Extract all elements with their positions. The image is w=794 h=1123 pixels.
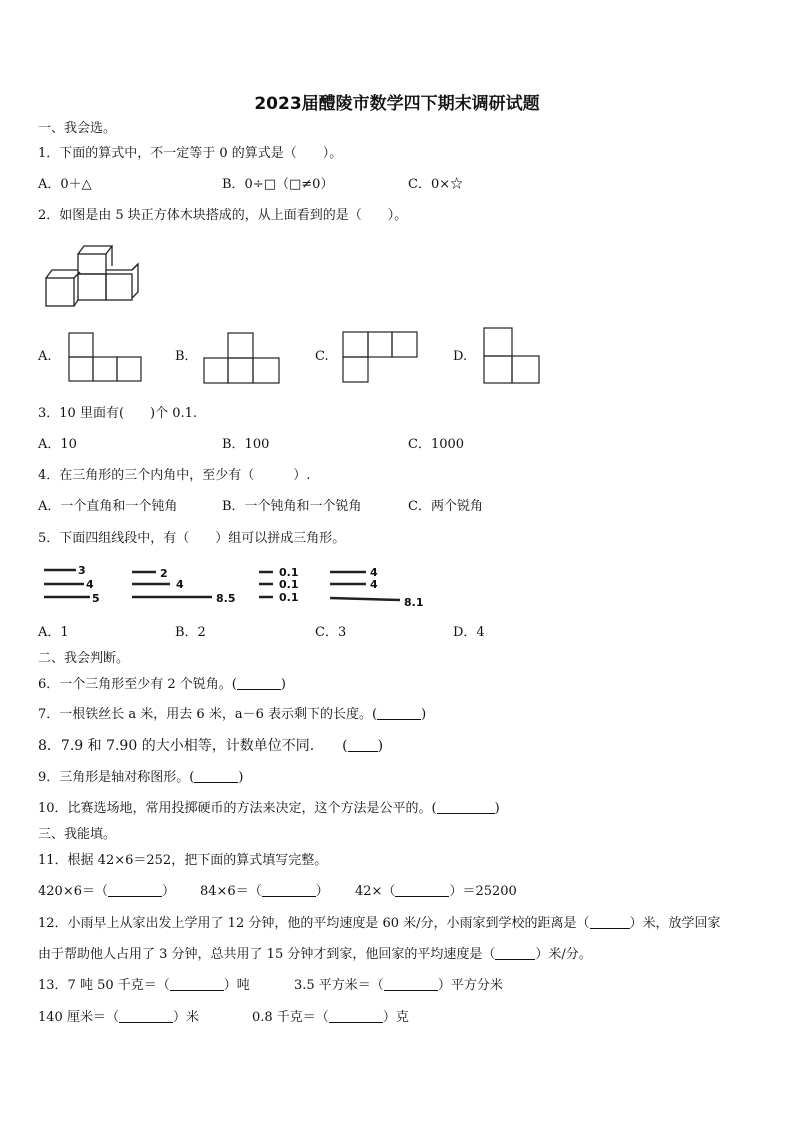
question-6 xyxy=(38,677,286,693)
segment-group-2 xyxy=(130,562,250,608)
close-paren: ) xyxy=(421,707,427,722)
question-8-text: 8．7.9 和 7.90 的大小相等，计数单位不同. ( xyxy=(38,738,348,754)
part-c-text: 42×（ xyxy=(355,884,396,899)
question-2-option-b: B． xyxy=(175,349,198,364)
question-2-option-c: C. xyxy=(315,349,329,364)
answer-blank[interactable] xyxy=(108,884,162,897)
question-9 xyxy=(38,770,243,786)
answer-blank[interactable] xyxy=(119,1010,173,1023)
part-b-text: 84×6＝（ xyxy=(200,884,262,899)
close-paren: ） xyxy=(161,884,175,899)
question-13-part-d xyxy=(252,1010,409,1026)
part-c-text: 140 厘米＝（ xyxy=(38,1010,119,1025)
segment-group-1 xyxy=(40,562,110,608)
segment-label: 4 xyxy=(176,578,184,591)
question-1-stem: 1．下面的算式中，不一定等于 0 的算式是（ ）。 xyxy=(38,146,343,161)
question-9-text: 9．三角形是轴对称图形。( xyxy=(38,770,195,785)
part-a-text: 420×6＝（ xyxy=(38,884,108,899)
segment-label: 0.1 xyxy=(279,591,299,604)
question-10 xyxy=(38,801,500,817)
question-12-text-cont: ）米/分。 xyxy=(535,947,592,962)
close-paren: ) xyxy=(280,677,286,692)
part-b-text: 3.5 平方米＝（ xyxy=(294,978,384,993)
segment-label: 5 xyxy=(92,592,100,605)
segment-label: 4 xyxy=(370,578,378,591)
question-12-text: 由于帮助他人占用了 3 分钟，总共用了 15 分钟才到家，他回家的平均速度是（ xyxy=(38,947,496,962)
segment-label: 4 xyxy=(86,578,94,591)
question-3-option-a: A．10 xyxy=(38,437,77,452)
segment-label: 0.1 xyxy=(279,578,299,591)
answer-blank[interactable] xyxy=(377,707,421,720)
question-5-stem: 5．下面四组线段中，有（ ）组可以拼成三角形。 xyxy=(38,531,346,546)
question-11-part-b xyxy=(200,884,329,900)
question-4-option-c: C．两个锐角 xyxy=(408,499,483,514)
question-5-option-c: C．3 xyxy=(315,625,347,640)
question-2-option-d: D. xyxy=(453,349,468,364)
question-11-part-c xyxy=(355,884,517,900)
answer-blank[interactable] xyxy=(395,884,449,897)
answer-blank[interactable] xyxy=(348,739,378,752)
segment-label: 3 xyxy=(78,564,86,577)
part-a-end: ）吨 xyxy=(223,978,250,993)
question-5-option-d: D．4 xyxy=(453,625,485,640)
question-3-option-b: B．100 xyxy=(222,437,270,452)
question-4-option-b: B．一个钝角和一个锐角 xyxy=(222,499,362,514)
option-d-grid xyxy=(483,327,541,385)
answer-blank[interactable] xyxy=(437,801,495,814)
answer-blank[interactable] xyxy=(170,978,224,991)
segment-group-4 xyxy=(328,562,428,612)
question-2-stem: 2．如图是由 5 块正方体木块搭成的，从上面看到的是（ ）。 xyxy=(38,208,408,223)
part-c-end: ）＝25200 xyxy=(449,884,517,899)
question-5-option-a: A．1 xyxy=(38,625,69,640)
option-a-grid xyxy=(68,332,142,382)
cube-stack-figure xyxy=(40,240,140,310)
segment-label: 2 xyxy=(160,567,168,580)
question-2-option-a: A. xyxy=(38,349,52,364)
question-5-option-b: B．2 xyxy=(175,625,206,640)
question-4-stem: 4．在三角形的三个内角中，至少有（ ）. xyxy=(38,468,311,483)
section-heading-choose: 一、我会选。 xyxy=(38,121,117,136)
question-3-option-c: C．1000 xyxy=(408,437,465,452)
answer-blank[interactable] xyxy=(237,677,281,690)
question-1-option-a: A．0＋△ xyxy=(38,177,92,192)
question-7-text: 7．一根铁丝长 a 米，用去 6 米，a－6 表示剩下的长度。( xyxy=(38,707,378,722)
option-c-grid xyxy=(342,331,420,383)
question-3-stem: 3．10 里面有( )个 0.1. xyxy=(38,406,198,421)
answer-blank[interactable] xyxy=(384,978,438,991)
segment-label: 4 xyxy=(370,566,378,579)
answer-blank[interactable] xyxy=(262,884,316,897)
section-heading-judge: 二、我会判断。 xyxy=(38,651,130,666)
page-title: 2023届醴陵市数学四下期末调研试题 xyxy=(254,94,540,114)
part-d-text: 0.8 千克＝（ xyxy=(252,1010,329,1025)
part-d-end: ）克 xyxy=(382,1010,409,1025)
answer-blank[interactable] xyxy=(194,770,238,783)
close-paren: ) xyxy=(238,770,244,785)
question-6-text: 6．一个三角形至少有 2 个锐角。( xyxy=(38,677,237,692)
question-7 xyxy=(38,707,426,723)
part-c-end: ）米 xyxy=(172,1010,199,1025)
question-11-stem: 11．根据 42×6＝252，把下面的算式填写完整。 xyxy=(38,853,328,868)
question-12-text-cont: ）米，放学回家 xyxy=(629,916,721,931)
question-13-part-a xyxy=(38,978,250,994)
segment-label: 0.1 xyxy=(279,566,299,579)
question-13-part-b xyxy=(294,978,503,994)
close-paren: ) xyxy=(494,801,500,816)
segment-group-3 xyxy=(255,562,315,608)
question-12-text: 12．小雨早上从家出发上学用了 12 分钟，他的平均速度是 60 米/分，小雨家到学校的距离是（ xyxy=(38,916,590,931)
option-b-grid xyxy=(203,332,281,384)
question-1-option-b: B．0÷□（□≠0） xyxy=(222,177,334,192)
answer-blank[interactable] xyxy=(590,916,630,929)
question-4-option-a: A．一个直角和一个钝角 xyxy=(38,499,178,514)
question-8 xyxy=(38,738,383,754)
question-11-part-a xyxy=(38,884,175,900)
question-13-part-c xyxy=(38,1010,199,1026)
question-1-option-c: C．0×☆ xyxy=(408,177,464,192)
answer-blank[interactable] xyxy=(329,1010,383,1023)
section-heading-fill: 三、我能填。 xyxy=(38,827,117,842)
question-12-line-1 xyxy=(38,916,721,932)
question-12-line-2 xyxy=(38,947,592,963)
segment-label: 8.1 xyxy=(404,596,424,609)
close-paren: ） xyxy=(315,884,329,899)
question-10-text: 10．比赛选场地，常用投掷硬币的方法来决定，这个方法是公平的。( xyxy=(38,801,437,816)
part-a-text: 13．7 吨 50 千克＝（ xyxy=(38,978,170,993)
close-paren: ) xyxy=(377,738,384,754)
answer-blank[interactable] xyxy=(495,947,535,960)
segment-label: 8.5 xyxy=(216,592,236,605)
part-b-end: ）平方分米 xyxy=(437,978,503,993)
